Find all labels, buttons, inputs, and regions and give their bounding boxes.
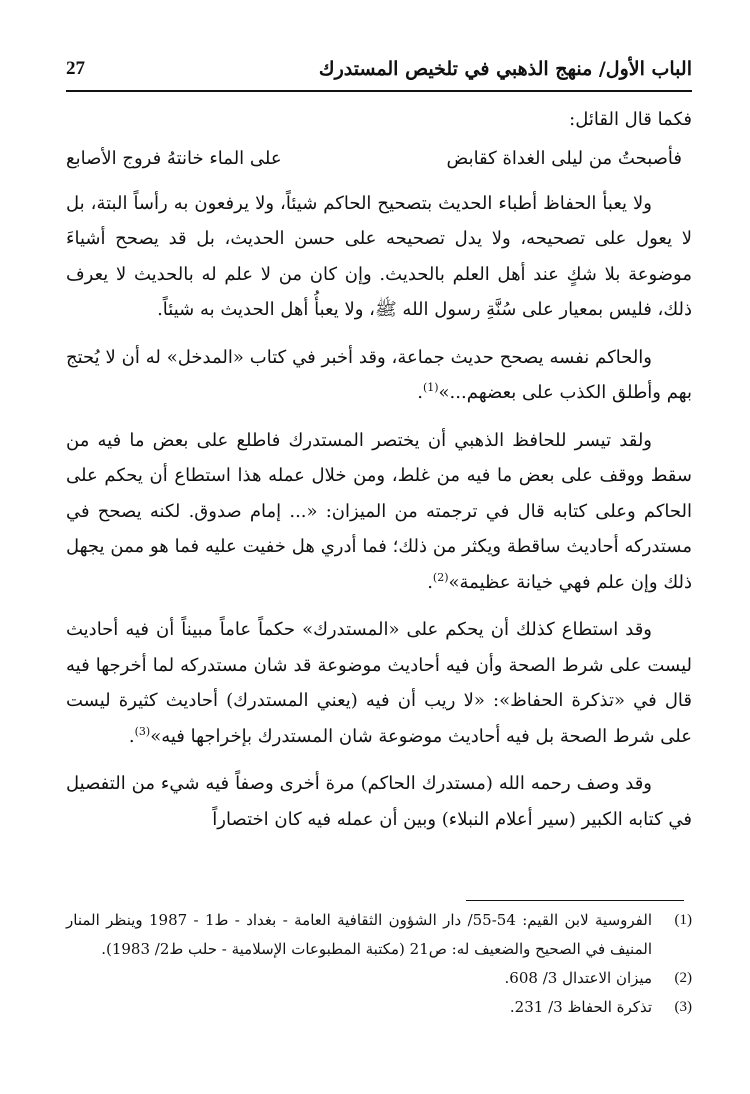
- chapter-title: الباب الأول/ منهج الذهبي في تلخيص المستدرك: [318, 58, 692, 80]
- footnote-number: (1): [674, 912, 692, 928]
- paragraph-3-end: .: [427, 571, 433, 593]
- main-text: [66, 102, 692, 849]
- footnote-text: الفروسية لابن القيم: 54-55/ دار الشؤون الثقافية العامة - بغداد - ط1 - 1987 وينظر المنار المنيف في الصحيح والضعيف له: ص21 (مكتبة المطبوعات الإسلامية - حلب ط2/ 1983).: [66, 911, 652, 958]
- paragraph-4-end: .: [128, 725, 135, 747]
- paragraph-2: [66, 340, 692, 411]
- verse-second-hemistich: على الماء خانتهُ فروج الأصابع: [66, 147, 282, 169]
- intro-line: فكما قال القائل:: [569, 109, 692, 130]
- footnote-item: [66, 906, 692, 964]
- footnote-text: ميزان الاعتدال 3/ 608.: [504, 969, 652, 987]
- paragraph-4-text: وقد استطاع كذلك أن يحكم على «المستدرك» حكماً عاماً مبيناً أن فيه أحاديث ليست على شرط الصحة وأن فيه أحاديث موضوعة قد شان مستدركه لما أخرجها فيه قال في «تذكرة الحفاظ»: «لا ريب أن فيه (يعني المستدرك) أحاديث كثيرة ليست على شرط الصحة بل فيه أحاديث موضوعة شان المستدرك بإخراجها فيه»: [66, 619, 692, 747]
- paragraph-2-end: .: [417, 382, 423, 403]
- footnote-item: [66, 993, 692, 1022]
- paragraph-3-text: ولقد تيسر للحافظ الذهبي أن يختصر المستدرك فاطلع على بعض ما فيه من سقط ووقف على بعض ما فيه من غلط، ومن خلال عمله هذا استطاع أن يحكم على الحاكم وعلى كتابه قال في ترجمته من الميزان: «... إمام صدوق. لكنه يصحح في مستدركه أحاديث ساقطة ويكثر من ذلك؛ فما أدري هل خفيت عليه فما هو ممن يجهل ذلك وإن علم فهي خيانة عظيمة»: [66, 429, 692, 593]
- verse-first-hemistich: فأصبحتُ من ليلى الغداة كقابض: [446, 147, 682, 169]
- footnote-number: (3): [674, 999, 692, 1015]
- footnote-number: (2): [674, 970, 692, 986]
- paragraph-3: [66, 423, 692, 601]
- footnote-ref-1: (1): [422, 381, 439, 394]
- footnote-text: تذكرة الحفاظ 3/ 231.: [509, 998, 652, 1016]
- paragraph-2-text: والحاكم نفسه يصحح حديث جماعة، وقد أخبر في كتاب «المدخل» له أن لا يُحتج بهم وأطلق الكذب على بعضهم...»: [66, 346, 692, 403]
- footnote-item: [66, 964, 692, 993]
- footnotes: [66, 906, 692, 1022]
- paragraph-4: [66, 612, 692, 754]
- paragraph-1: ولا يعبأ الحفاظ أطباء الحديث بتصحيح الحاكم شيئاً، ولا يرفعون به رأساً البتة، بل لا يعول على تصحيحه، ولا يدل تصحيحه على حسن الحديث، بل قد يصحح أشياءَ موضوعة بلا شكٍ عند أهل العلم بالحديث. وإن كان من لا علم له بالحديث لا يعرف ذلك، فليس بمعيار على سُنَّةِ رسول الله ﷺ، ولا يعبأُ أهل الحديث به شيئاً.: [66, 192, 692, 320]
- running-header: [66, 54, 692, 92]
- footnote-ref-3: (3): [134, 724, 151, 738]
- footnote-divider: [466, 900, 684, 901]
- footnote-ref-2: (2): [432, 570, 449, 584]
- paragraph-5: وقد وصف رحمه الله (مستدرك الحاكم) مرة أخرى وصفاً فيه شيء من التفصيل في كتابه الكبير (سير أعلام النبلاء) وبين أن عمله فيه كان اختصاراً: [66, 773, 692, 830]
- poetry-verse: [66, 142, 692, 176]
- page-number: 27: [66, 58, 85, 79]
